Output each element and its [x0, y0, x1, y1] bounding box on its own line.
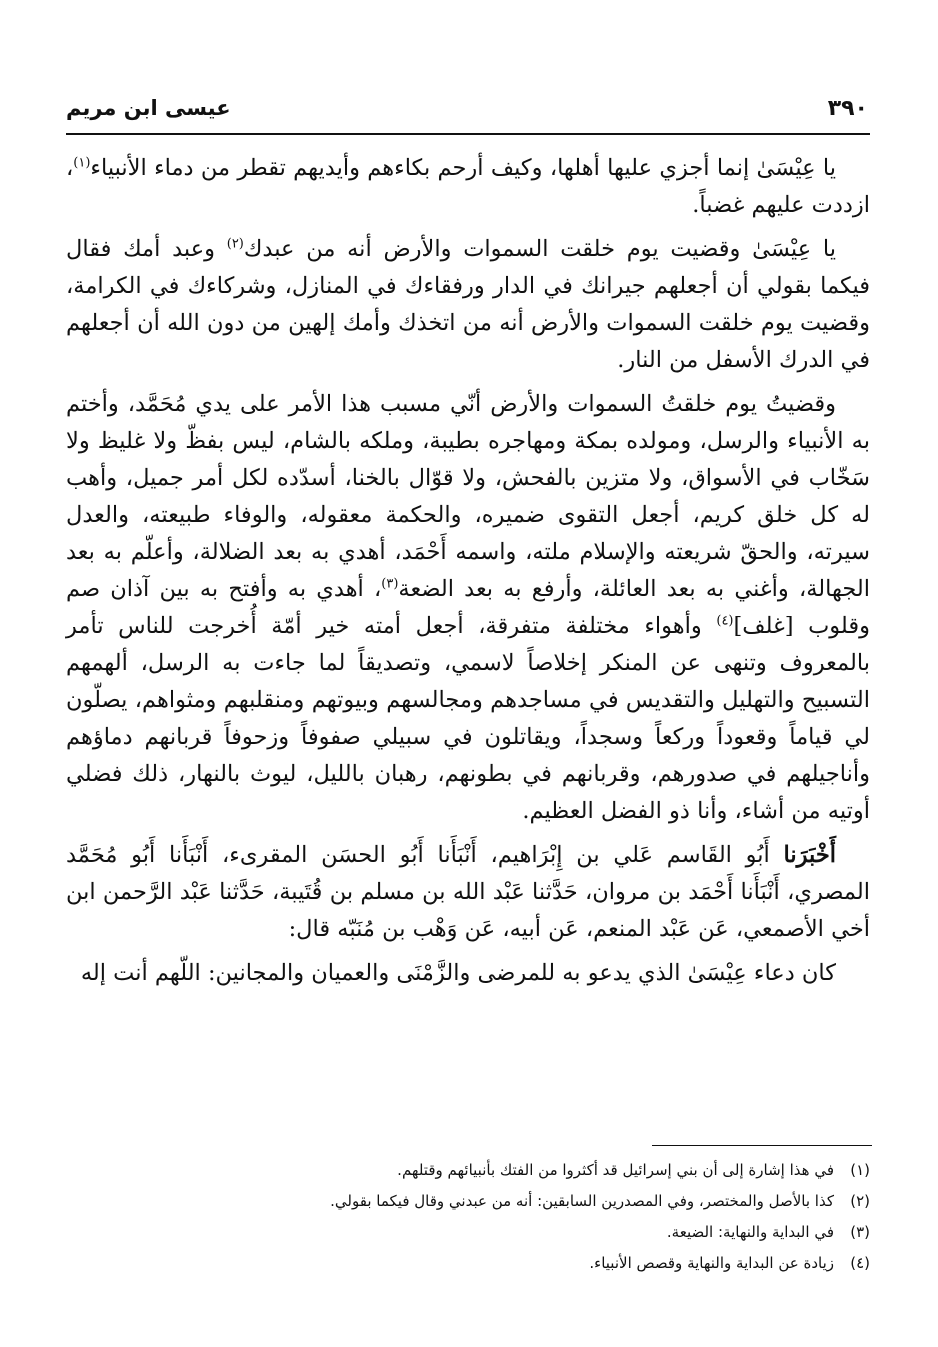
paragraph-1-text-a: يا عِيْسَىٰ إنما أجزي عليها أهلها، وكيف أرحم بكاءهم وأيديهم تقطر من دماء الأنبياء: [90, 155, 836, 181]
paragraph-3-text-c: وأهواء مختلفة متفرقة، أجعل أمته خير أمّة أُخرجت للناس تأمر بالمعروف وتنهى عن المنكر إخلاصاً لاسمي، وتصديقاً لما جاءت به الرسل، ألهمهم التسبيح والتهليل والتقديس في مساجدهم ومجالسهم وبيوتهم ومنقلبهم ومثواهم، يصلّون لي قياماً وقعوداً وركعاً وسجداً، ويقاتلون في سبيلي صفوفاً وزحوفاً قربانهم دماؤهم وأناجيلهم في صدورهم، وقربانهم في بطونهم، رهبان بالليل، ليوث بالنهار، ذلك فضلي أوتيه من أشاء، وأنا ذو الفضل العظيم.: [66, 613, 870, 824]
footnote-text: في هذا إشارة إلى أن بني إسرائيل قد أكثروا من الفتك بأنبيائهم وقتلهم.: [397, 1161, 834, 1179]
footnote-4: [66, 1248, 870, 1279]
footnote-ref-3: (٣): [381, 576, 399, 592]
footnote-separator: [652, 1145, 872, 1146]
paragraph-3: [66, 386, 870, 830]
page-number: ٣٩٠: [827, 96, 868, 121]
footnotes: [66, 1155, 870, 1279]
header-rule: [66, 133, 870, 135]
footnote-ref-1: (١): [73, 155, 91, 171]
paragraph-1-text-b: ، ازددت عليهم غضباً.: [66, 155, 870, 218]
footnote-number: (١): [850, 1161, 870, 1179]
footnote-number: (٢): [850, 1192, 870, 1210]
isnad-lead-word: أَخْبَرَنا: [783, 842, 836, 868]
paragraph-4-isnad: [66, 837, 870, 948]
paragraph-2-text-b: وعبد أمك فقال فيكما بقولي أن أجعلهم جيرانك في الدار ورفقاءك في المنازل، وشركاءك في الكرامة، وقضيت يوم خلقت السموات والأرض أنه من اتخذك وأمك إلهين من دون الله أن أجعلهم في الدرك الأسفل من النار.: [66, 236, 870, 373]
page-header: [66, 92, 868, 128]
footnote-1: [66, 1155, 870, 1186]
running-title: عيسى ابن مريم: [66, 96, 231, 120]
paragraph-5-text: كان دعاء عِيْسَىٰ الذي يدعو به للمرضى والزَّمْنَى والعميان والمجانين: اللّهم أنت إله: [80, 960, 836, 986]
paragraph-3-text-a: وقضيتُ يوم خلقتُ السموات والأرض أنّي مسبب هذا الأمر على يدي مُحَمَّد، وأختم به الأنبياء والرسل، ومولده بمكة ومهاجره بطيبة، وملكه بالشام، ليس بفظّ ولا غليظ ولا سَخّاب في الأسواق، ولا متزين بالفحش، ولا قوّال بالخنا، أسدّده لكل أمر جميل، وأهب له كل خلق كريم، أجعل التقوى ضميره، والحكمة معقوله، والوفاء طبيعته، والعدل سيرته، والحقّ شريعته والإسلام ملته، واسمه أَحْمَد، أهدي به بعد الضلالة، وأعلّم به بعد الجهالة، وأغني به بعد العائلة، وأرفع به بعد الضعة: [66, 391, 870, 602]
paragraph-2: [66, 231, 870, 379]
footnote-number: (٤): [850, 1254, 870, 1272]
footnote-text: كذا بالأصل والمختصر، وفي المصدرين السابقين: أنه من عبدني وقال فيكما بقولي.: [330, 1192, 834, 1210]
footnote-text: زيادة عن البداية والنهاية وقصص الأنبياء.: [589, 1254, 834, 1272]
footnote-number: (٣): [850, 1223, 870, 1241]
footnote-ref-4: (٤): [716, 613, 734, 629]
main-text: [66, 150, 870, 999]
paragraph-1: [66, 150, 870, 224]
footnote-3: [66, 1217, 870, 1248]
paragraph-5: [66, 955, 870, 992]
paragraph-3-text-b: ، أهدي به وأفتح به بين آذان صم وقلوب [غلف]: [66, 576, 871, 639]
paragraph-2-text-a: يا عِيْسَىٰ وقضيت يوم خلقت السموات والأرض أنه من عبدك: [243, 236, 836, 262]
footnote-ref-2: (٢): [226, 236, 244, 252]
footnote-2: [66, 1186, 870, 1217]
paragraph-4-text: أَبُو القَاسم عَلي بن إِبْرَاهيم، أَنْبَأَنا أَبُو الحسَن المقرىء، أَنْبَأَنا أَبُو مُحَمَّد المصري، أَنْبَأَنا أَحْمَد بن مروان، حَدَّثنا عَبْد الله بن مسلم بن قُتَيبة، حَدَّثنا عَبْد الرَّحمن ابن أخي الأصمعي، عَن عَبْد المنعم، عَن أبيه، عَن وَهْب بن مُنَبّه قال:: [66, 842, 870, 942]
footnote-text: في البداية والنهاية: الضيعة.: [666, 1223, 834, 1241]
